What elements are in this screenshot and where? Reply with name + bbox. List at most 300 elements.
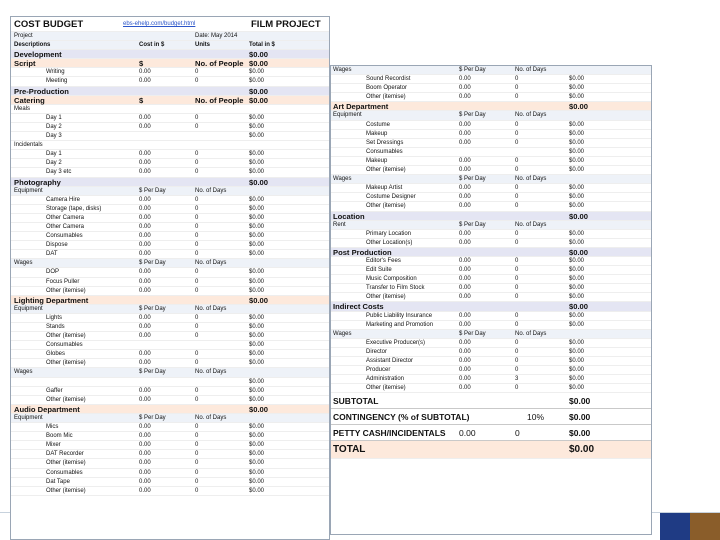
total-cell: $0.00 [249, 177, 269, 187]
total-cell: $0.00 [569, 312, 585, 319]
left-line-item-row [11, 150, 329, 159]
right-line-item-row [331, 348, 651, 357]
units-cell: No. of Days [515, 176, 547, 183]
units-cell[interactable]: 0 [515, 239, 519, 246]
units-cell[interactable]: 0 [195, 242, 199, 249]
total-cell: $0.00 [569, 157, 585, 164]
total-cell: $0.00 [249, 442, 265, 449]
section-label: Pre-Production [14, 86, 69, 96]
item-label: Meeting [46, 78, 68, 85]
item-label: Costume [366, 121, 391, 128]
units-cell[interactable]: 0 [515, 167, 519, 174]
units-cell[interactable]: 0 [195, 196, 199, 203]
units-cell[interactable]: 0 [195, 424, 199, 431]
left-line-item-row [11, 232, 329, 241]
total-cell: $0.00 [249, 433, 265, 440]
total-cell: $0.00 [569, 130, 585, 137]
section-label: Script [14, 59, 36, 69]
section-label: Art Department [333, 102, 389, 112]
contingency-pct[interactable]: 10% [527, 412, 545, 423]
total-cell: $0.00 [249, 86, 269, 96]
cost-cell[interactable]: 0.00 [139, 214, 151, 221]
right-line-item-row [331, 84, 651, 93]
cost-cell[interactable]: 0.00 [139, 278, 151, 285]
cost-cell[interactable]: 0.00 [139, 287, 151, 294]
total-cell: $0.00 [569, 239, 585, 246]
total-cell: $0.00 [569, 257, 585, 264]
units-cell[interactable]: 0 [515, 194, 519, 201]
item-label: Other (itemise) [366, 167, 406, 174]
cost-cell[interactable]: 0.00 [459, 267, 471, 274]
item-label: Other (itemise) [366, 94, 406, 101]
units-cell[interactable]: 0 [515, 230, 519, 237]
right-line-item-row [331, 257, 651, 266]
left-line-item-row [11, 341, 329, 350]
cost-cell[interactable]: 0.00 [139, 351, 151, 358]
units-cell[interactable]: 0 [195, 469, 199, 476]
units-cell[interactable]: 0 [515, 285, 519, 292]
cost-cell[interactable]: 0.00 [459, 194, 471, 201]
item-label: Consumables [366, 148, 403, 155]
cost-cell[interactable]: 0.00 [139, 360, 151, 367]
cost-cell[interactable]: 0.00 [139, 251, 151, 258]
units-cell[interactable]: 0 [515, 321, 519, 328]
units-cell[interactable]: 0 [195, 78, 199, 85]
units-cell[interactable]: 0 [195, 478, 199, 485]
section-label: Wages [14, 260, 33, 267]
date-label: Date: May 2014 [195, 33, 238, 39]
cost-cell[interactable]: 0.00 [139, 460, 151, 467]
units-cell: No. of Days [515, 330, 547, 337]
cost-cell[interactable]: 0.00 [139, 269, 151, 276]
sheet-title: COST BUDGET [14, 19, 84, 30]
total-cell: $0.00 [249, 378, 265, 385]
cost-cell: $ Per Day [139, 260, 166, 267]
total-row [331, 441, 651, 459]
units-cell[interactable]: 0 [515, 157, 519, 164]
units-cell: No. of People [195, 59, 244, 69]
item-label: Mixer [46, 442, 61, 449]
units-cell[interactable]: 0 [515, 139, 519, 146]
cost-cell[interactable]: 0.00 [459, 76, 471, 83]
total-cell: $0.00 [249, 295, 269, 305]
left-line-item-row [11, 168, 329, 177]
left-line-item-row [11, 223, 329, 232]
units-cell[interactable]: 0 [195, 487, 199, 494]
decor-square-brown [690, 513, 720, 540]
left-line-item-row [11, 314, 329, 323]
right-line-item-row [331, 384, 651, 393]
units-cell[interactable]: 0 [515, 203, 519, 210]
right-line-item-row [331, 202, 651, 211]
cost-cell[interactable]: 0.00 [459, 130, 471, 137]
right-line-item-row [331, 148, 651, 157]
item-label: Day 3 etc [46, 169, 72, 176]
total-cell: $0.00 [249, 196, 265, 203]
cost-cell[interactable]: 0.00 [139, 69, 151, 76]
item-label: Boom Operator [366, 85, 408, 92]
units-cell[interactable]: 0 [195, 351, 199, 358]
section-label: Indirect Costs [333, 302, 384, 312]
cost-cell[interactable]: 0.00 [459, 385, 471, 392]
total-cell: $0.00 [569, 285, 585, 292]
units-cell[interactable]: 0 [515, 185, 519, 192]
left-section-row [11, 50, 329, 59]
units-cell[interactable]: 0 [195, 460, 199, 467]
right-section-row [331, 302, 651, 311]
cost-cell[interactable]: 0.00 [459, 94, 471, 101]
total-cell: $0.00 [569, 102, 589, 112]
cost-cell[interactable]: 0.00 [139, 151, 151, 158]
cost-cell[interactable]: 0.00 [459, 294, 471, 301]
item-label: Makeup [366, 157, 388, 164]
right-subheader-row [331, 221, 651, 230]
units-cell[interactable]: 0 [515, 121, 519, 128]
cost-cell[interactable]: 0.00 [139, 223, 151, 230]
right-line-item-row [331, 312, 651, 321]
total-label: TOTAL [333, 444, 366, 456]
item-label: Editor's Fees [366, 257, 401, 264]
source-link[interactable]: ebs-ehelp.com/budget.html [123, 21, 196, 27]
units-cell[interactable]: 0 [195, 433, 199, 440]
total-cell: $0.00 [569, 230, 585, 237]
units-cell[interactable]: 0 [515, 257, 519, 264]
left-line-item-row [11, 132, 329, 141]
left-subheader-row [11, 305, 329, 314]
cost-cell[interactable]: 0.00 [459, 239, 471, 246]
item-label: Dispose [46, 242, 68, 249]
left-line-item-row [11, 378, 329, 387]
units-cell[interactable]: 0 [195, 69, 199, 76]
cost-cell[interactable]: 0.00 [139, 324, 151, 330]
item-label: Sound Recordist [366, 76, 411, 83]
left-rows [11, 50, 329, 496]
item-label: Consumables [46, 342, 83, 349]
cost-cell[interactable]: 0.00 [459, 321, 471, 328]
cost-cell[interactable]: 0.00 [459, 276, 471, 283]
units-cell[interactable]: 0 [195, 333, 199, 340]
units-cell: No. of Days [515, 112, 547, 119]
left-line-item-row [11, 214, 329, 223]
total-cell: $0.00 [569, 148, 585, 155]
right-line-item-row [331, 193, 651, 202]
cost-cell: $ Per Day [139, 414, 166, 421]
item-label: Other (itemise) [366, 203, 406, 210]
left-line-item-row [11, 114, 329, 123]
units-cell[interactable]: 0 [515, 94, 519, 101]
item-label: Writing [46, 69, 65, 76]
left-subheader-row [11, 368, 329, 377]
cost-cell[interactable]: 0.00 [459, 339, 471, 346]
cost-cell[interactable]: 0.00 [139, 169, 151, 176]
cost-cell[interactable]: 0.00 [459, 367, 471, 374]
cost-cell[interactable]: 0.00 [139, 114, 151, 121]
cost-cell[interactable]: 0.00 [459, 139, 471, 146]
cost-cell[interactable]: 0.00 [459, 230, 471, 237]
right-line-item-row [331, 375, 651, 384]
cost-cell[interactable]: 0.00 [139, 424, 151, 431]
units-cell[interactable]: 0 [515, 367, 519, 374]
units-cell[interactable]: 0 [195, 160, 199, 167]
units-cell[interactable]: 0 [195, 387, 199, 394]
cost-cell[interactable]: 0.00 [139, 78, 151, 85]
cost-cell[interactable]: 0.00 [139, 442, 151, 449]
total-cell: $0.00 [249, 351, 265, 358]
right-line-item-row [331, 266, 651, 275]
units-cell[interactable]: 0 [515, 339, 519, 346]
units-cell: No. of Days [195, 260, 227, 267]
units-cell[interactable]: 0 [195, 287, 199, 294]
cost-cell[interactable]: 0.00 [459, 85, 471, 92]
item-label: Mics [46, 424, 59, 431]
right-line-item-row [331, 75, 651, 84]
cost-cell[interactable]: 0.00 [139, 387, 151, 394]
units-cell[interactable]: 0 [195, 269, 199, 276]
cost-cell[interactable]: 0.00 [459, 121, 471, 128]
cost-cell[interactable]: 0.00 [459, 348, 471, 355]
total-cell: $0.00 [569, 194, 585, 201]
petty-cash-units[interactable]: 0 [515, 428, 520, 439]
cost-cell[interactable]: 0.00 [139, 478, 151, 485]
units-cell[interactable]: 0 [195, 278, 199, 285]
total-cell: $0.00 [249, 387, 265, 394]
left-line-item-row [11, 359, 329, 368]
cost-cell[interactable]: 0.00 [139, 160, 151, 167]
units-cell: No. of Days [195, 305, 227, 312]
cost-cell[interactable]: 0.00 [459, 358, 471, 364]
section-label: Photography [14, 177, 61, 187]
right-line-item-row [331, 366, 651, 375]
units-cell[interactable]: 0 [515, 130, 519, 137]
cost-cell: $ Per Day [459, 330, 486, 337]
total-cell: $0.00 [249, 278, 265, 285]
item-label: Marketing and Promotion [366, 321, 434, 328]
item-label: Other (itemise) [366, 385, 406, 392]
left-line-item-row [11, 487, 329, 496]
total-cell: $0.00 [569, 139, 585, 146]
units-cell[interactable]: 0 [195, 442, 199, 449]
left-line-item-row [11, 450, 329, 459]
units-cell: No. of People [195, 95, 244, 105]
total-cell: $0.00 [249, 123, 265, 130]
right-line-item-row [331, 184, 651, 193]
total-cell: $0.00 [569, 167, 585, 174]
right-line-item-row [331, 130, 651, 139]
subtotal-row [331, 393, 651, 409]
item-label: Day 1 [46, 151, 62, 158]
units-cell[interactable]: 0 [195, 214, 199, 221]
units-cell[interactable]: 0 [195, 223, 199, 230]
petty-cash-value: $0.00 [569, 428, 591, 439]
cost-cell[interactable]: 0.00 [139, 487, 151, 494]
col-units: Units [195, 42, 210, 49]
units-cell[interactable]: 0 [195, 151, 199, 158]
total-cell: $0.00 [249, 214, 265, 221]
units-cell[interactable]: 0 [195, 251, 199, 258]
cost-cell: $ [139, 95, 144, 105]
cost-cell[interactable]: 0.00 [459, 257, 471, 264]
units-cell[interactable]: 0 [195, 360, 199, 367]
item-label: Day 2 [46, 123, 62, 130]
right-section-row [331, 102, 651, 111]
total-cell: $0.00 [569, 385, 585, 392]
total-cell: $0.00 [249, 95, 269, 105]
total-cell: $0.00 [249, 487, 265, 494]
left-line-item-row [11, 396, 329, 405]
cost-cell[interactable]: 0.00 [459, 185, 471, 192]
cost-cell[interactable]: 0.00 [139, 242, 151, 249]
cost-cell[interactable]: 0.00 [139, 333, 151, 340]
cost-cell[interactable]: 0.00 [459, 376, 471, 383]
left-line-item-row [11, 432, 329, 441]
item-label: Boom Mic [46, 433, 73, 440]
total-cell: $0.00 [249, 151, 265, 158]
total-cell: $0.00 [249, 324, 265, 330]
item-label: Day 2 [46, 160, 62, 167]
left-line-item-row [11, 469, 329, 478]
cost-cell[interactable]: 0.00 [139, 233, 151, 240]
left-section-row [11, 96, 329, 105]
total-cell: $0.00 [249, 478, 265, 485]
units-cell[interactable]: 0 [195, 114, 199, 121]
total-cell: $0.00 [569, 294, 585, 301]
cost-cell[interactable]: 0.00 [139, 205, 151, 212]
units-cell[interactable]: 0 [515, 294, 519, 301]
units-cell[interactable]: 0 [515, 276, 519, 283]
right-line-item-row [331, 166, 651, 175]
units-cell[interactable]: 0 [195, 314, 199, 321]
units-cell[interactable]: 0 [515, 267, 519, 274]
section-label: Wages [14, 369, 33, 376]
left-line-item-row [11, 205, 329, 214]
cost-cell: $ Per Day [459, 221, 486, 228]
item-label: DAT [46, 251, 58, 258]
cost-cell[interactable]: 0.00 [139, 451, 151, 458]
units-cell[interactable]: 0 [195, 169, 199, 176]
item-label: Other Location(s) [366, 239, 413, 246]
total-cell: $0.00 [249, 314, 265, 321]
total-cell: $0.00 [569, 376, 585, 383]
cost-cell[interactable]: 0.00 [139, 123, 151, 130]
item-label: Set Dressings [366, 139, 404, 146]
item-label: Other (itemise) [46, 487, 86, 494]
total-cell: $0.00 [249, 223, 265, 230]
section-label: Lighting Department [14, 295, 89, 305]
total-cell: $0.00 [249, 342, 265, 349]
units-cell[interactable]: 0 [515, 312, 519, 319]
total-cell: $0.00 [249, 205, 265, 212]
left-line-item-row [11, 387, 329, 396]
units-cell[interactable]: 0 [195, 324, 199, 330]
left-line-item-row [11, 105, 329, 114]
item-label: Producer [366, 367, 391, 374]
item-label: Makeup [366, 130, 388, 137]
total-cell: $0.00 [249, 360, 265, 367]
total-cell: $0.00 [569, 302, 589, 312]
item-label: Camera Hire [46, 196, 81, 203]
units-cell[interactable]: 0 [515, 85, 519, 92]
total-cell: $0.00 [249, 50, 269, 60]
project-row [11, 32, 329, 41]
col-cost: Cost in $ [139, 42, 165, 49]
petty-cash-label: PETTY CASH/INCIDENTALS [333, 428, 446, 439]
total-cell: $0.00 [569, 321, 585, 328]
cost-cell[interactable]: 0.00 [139, 314, 151, 321]
cost-cell[interactable]: 0.00 [459, 312, 471, 319]
left-line-item-row [11, 77, 329, 86]
petty-cash-cost[interactable]: 0.00 [459, 428, 476, 439]
project-label: Project [14, 33, 33, 39]
left-section-row [11, 296, 329, 305]
units-cell[interactable]: 0 [515, 76, 519, 83]
item-label: DAT Recorder [46, 451, 84, 458]
units-cell: No. of Days [195, 369, 227, 376]
section-label: Location [333, 211, 365, 221]
units-cell[interactable]: 0 [515, 358, 519, 364]
section-label: Wages [333, 67, 352, 73]
right-line-item-row [331, 93, 651, 102]
item-label: Costume Designer [366, 194, 416, 201]
units-cell[interactable]: 0 [195, 396, 199, 403]
total-cell: $0.00 [569, 339, 585, 346]
units-cell[interactable]: 0 [195, 205, 199, 212]
left-line-item-row [11, 68, 329, 77]
subtotal-label: SUBTOTAL [333, 396, 379, 407]
item-label: DOP [46, 269, 60, 276]
units-cell[interactable]: 0 [195, 451, 199, 458]
item-label: Other (itemise) [46, 333, 86, 340]
item-label: Other Camera [46, 223, 85, 230]
cost-cell[interactable]: 0.00 [139, 469, 151, 476]
section-label: Wages [333, 176, 352, 183]
left-section-row [11, 59, 329, 68]
units-cell[interactable]: 0 [515, 385, 519, 392]
right-line-item-row [331, 157, 651, 166]
col-descriptions: Descriptions [14, 42, 51, 49]
units-cell[interactable]: 0 [195, 233, 199, 240]
sheet-title-row [11, 17, 329, 32]
left-line-item-row [11, 196, 329, 205]
right-line-item-row [331, 239, 651, 248]
right-line-item-row [331, 339, 651, 348]
units-cell[interactable]: 0 [195, 123, 199, 130]
left-line-item-row [11, 159, 329, 168]
cost-cell[interactable]: 0.00 [459, 203, 471, 210]
cost-cell[interactable]: 0.00 [139, 433, 151, 440]
units-cell[interactable]: 0 [515, 348, 519, 355]
units-cell[interactable]: 3 [515, 376, 519, 383]
right-subheader-row [331, 66, 651, 75]
right-subheader-row [331, 330, 651, 339]
total-cell: $0.00 [569, 247, 589, 257]
right-line-item-row [331, 121, 651, 130]
right-line-item-row [331, 230, 651, 239]
cost-cell[interactable]: 0.00 [459, 157, 471, 164]
right-line-item-row [331, 293, 651, 302]
total-cell: $0.00 [249, 133, 265, 140]
total-cell: $0.00 [569, 185, 585, 192]
cost-cell[interactable]: 0.00 [139, 396, 151, 403]
cost-cell: $ Per Day [459, 67, 486, 73]
cost-cell[interactable]: 0.00 [139, 196, 151, 203]
item-label: Focus Puller [46, 278, 80, 285]
cost-cell[interactable]: 0.00 [459, 285, 471, 292]
total-cell: $0.00 [249, 78, 265, 85]
section-label: Rent [333, 221, 346, 228]
cost-cell[interactable]: 0.00 [459, 167, 471, 174]
item-label: Other (itemise) [46, 460, 86, 467]
left-line-item-row [11, 441, 329, 450]
